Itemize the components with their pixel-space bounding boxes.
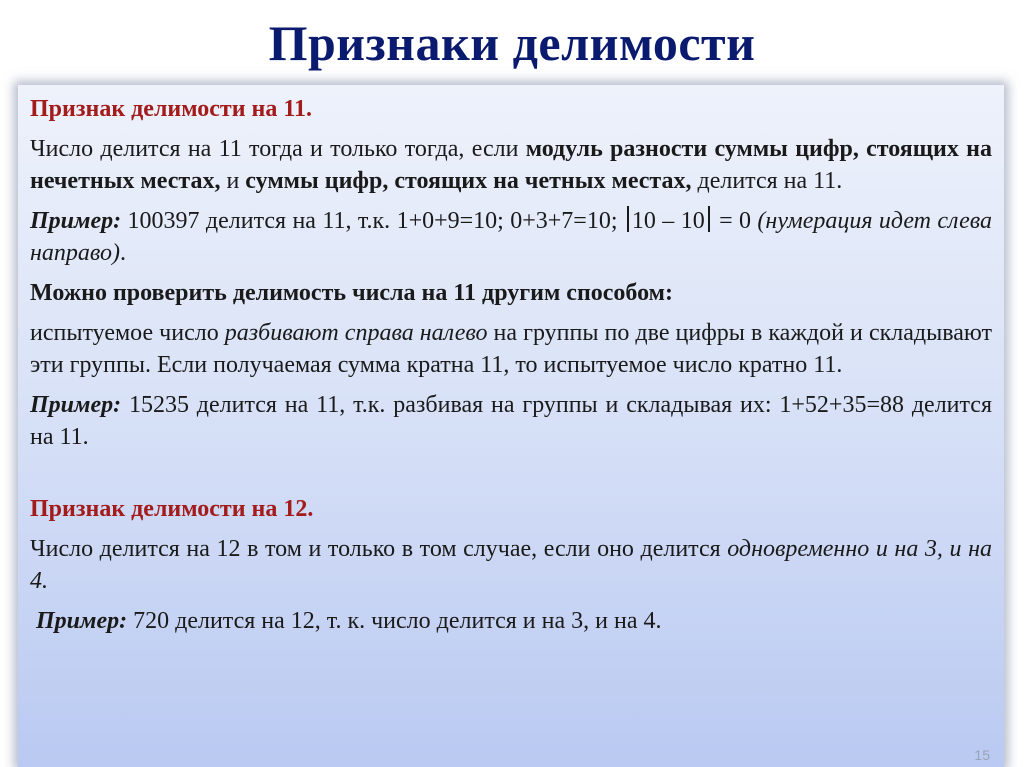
alt-rule-text: на группы по две цифры в каждой и складывают эти группы. Если получаемая сумма кратна 11, то испытуемое число кратно 11. (30, 320, 992, 378)
example-label: Пример: (30, 392, 122, 418)
rule-text: и (220, 168, 246, 194)
rule-text: Число делится на 12 в том и только в том случае, если оно делится (30, 536, 728, 562)
rule-divisibility-11 (30, 133, 992, 197)
alt-method-heading: Можно проверить делимость числа на 11 другим способом: (30, 280, 673, 306)
example-text: 100397 делится на 11, т.к. 1+0+9=10; 0+3+7=10; (121, 208, 624, 234)
example-divisibility-12 (30, 605, 992, 637)
alt-rule-text: испытуемое число (30, 320, 225, 346)
rule-bold-text: модуль разности суммы цифр, стоящих на нечетных местах, (30, 136, 992, 194)
example-text: . (120, 240, 126, 266)
alt-method-rule (30, 317, 992, 381)
abs-value: 10 – 10 (631, 208, 705, 234)
example-text: 720 делится на 12, т. к. число делится и на 3, и на 4. (127, 608, 662, 634)
abs-bar-right (708, 206, 710, 232)
rule-text: Число делится на 11 тогда и только тогда, если (30, 136, 526, 162)
heading-divisibility-11: Признак делимости на 11. (30, 96, 313, 122)
heading-divisibility-12: Признак делимости на 12. (30, 496, 314, 522)
alt-method-example (30, 389, 992, 453)
slide-title: Признаки делимости (268, 15, 756, 71)
example-label: Пример: (30, 208, 122, 234)
rule-italic-text: одновременно и на 3, и на 4. (30, 536, 992, 594)
example-text: 15235 делится на 11, т.к. разбивая на группы и складывая их: 1+52+35=88 делится на 11. (30, 392, 992, 450)
abs-bar-left (627, 206, 629, 232)
rule-divisibility-12 (30, 533, 992, 597)
example-text: = 0 (712, 208, 758, 234)
example-note: (нумерация идет слева направо) (30, 208, 993, 266)
spacer (30, 461, 992, 493)
rule-bold-text: суммы цифр, стоящих на четных местах, (245, 168, 692, 194)
rule-text: делится на 11. (691, 168, 843, 194)
example-label: Пример: (36, 608, 128, 634)
page-number: 15 (974, 747, 990, 763)
content-panel (18, 85, 1004, 767)
alt-rule-italic: разбивают справа налево (224, 320, 488, 346)
example-divisibility-11 (30, 205, 992, 269)
